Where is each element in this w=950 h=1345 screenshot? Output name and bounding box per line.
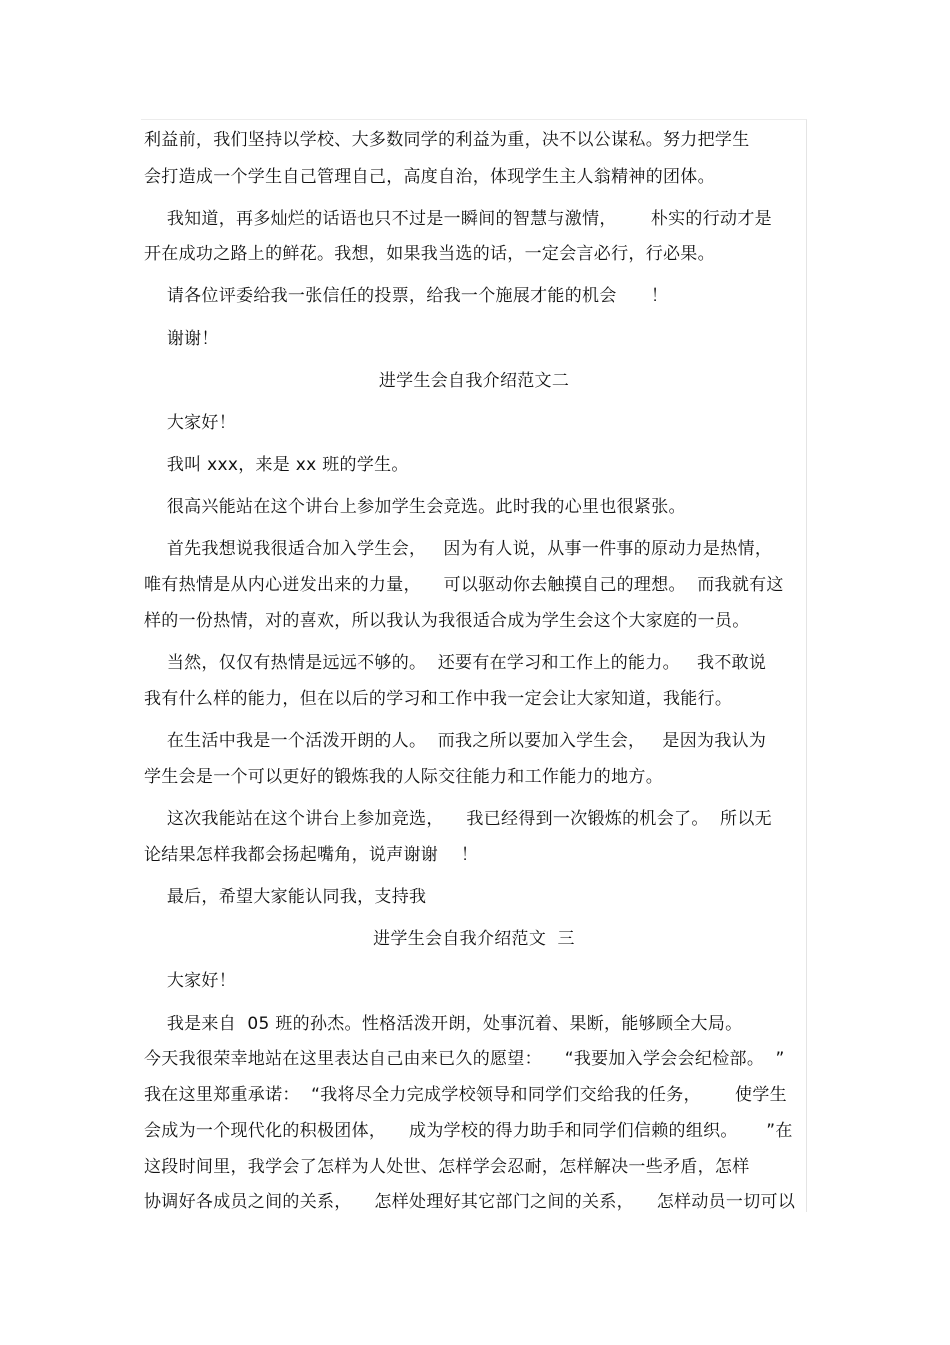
paragraph-line: 利益前，我们坚持以学校、大多数同学的利益为重，决不以公谋私。努力把学生 bbox=[144, 130, 750, 150]
paragraph-line: 唯有热情是从内心迸发出来的力量， 可以驱动你去触摸自己的理想。 而我就有这 bbox=[144, 575, 784, 595]
paragraph-line: 这次我能站在这个讲台上参加竞选， 我已经得到一次锻炼的机会了。 所以无 bbox=[144, 809, 772, 829]
paragraph-line: 我知道，再多灿烂的话语也只不过是一瞬间的智慧与激情， 朴实的行动才是 bbox=[144, 209, 772, 229]
paragraph-line: 谢谢！ bbox=[144, 329, 219, 349]
paragraph-line: 很高兴能站在这个讲台上参加学生会竞选。此时我的心里也很紧张。 bbox=[144, 497, 686, 517]
paragraph-line: 今天我很荣幸地站在这里表达自己由来已久的愿望： “我要加入学会会纪检部。 ” bbox=[144, 1049, 785, 1069]
paragraph-line: 最后，希望大家能认同我，支持我 bbox=[144, 887, 427, 907]
paragraph-line: 会打造成一个学生自己管理自己，高度自治，体现学生主人翁精神的团体。 bbox=[144, 167, 715, 187]
paragraph-line: 样的一份热情，对的喜欢，所以我认为我很适合成为学生会这个大家庭的一员。 bbox=[144, 611, 750, 631]
paragraph-line: 在生活中我是一个活泼开朗的人。 而我之所以要加入学生会， 是因为我认为 bbox=[144, 731, 767, 751]
paragraph-line: 请各位评委给我一张信任的投票，给我一个施展才能的机会 ！ bbox=[144, 286, 669, 306]
paragraph-line: 会成为一个现代化的积极团体， 成为学校的得力助手和同学们信赖的组织。 ”在 bbox=[144, 1121, 793, 1141]
paragraph-line: 开在成功之路上的鲜花。我想，如果我当选的话，一定会言必行，行必果。 bbox=[144, 244, 715, 264]
paragraph-line: 大家好！ bbox=[144, 971, 237, 991]
section-heading: 进学生会自我介绍范文二 bbox=[378, 371, 570, 391]
paragraph-line: 大家好！ bbox=[144, 413, 237, 433]
paragraph-line: 我是来自 05 班的孙杰。性格活泼开朗，处事沉着、果断，能够顾全大局。 bbox=[144, 1014, 743, 1034]
paragraph-line: 论结果怎样我都会扬起嘴角，说声谢谢 ！ bbox=[144, 845, 479, 865]
paragraph-line: 首先我想说我很适合加入学生会， 因为有人说，从事一件事的原动力是热情， bbox=[144, 539, 773, 559]
paragraph-line: 我有什么样的能力，但在以后的学习和工作中我一定会让大家知道，我能行。 bbox=[144, 689, 733, 709]
paragraph-line: 协调好各成员之间的关系， 怎样处理好其它部门之间的关系， 怎样动员一切可以 bbox=[144, 1192, 796, 1212]
paragraph-line: 我叫 xxx，来是 xx 班的学生。 bbox=[144, 455, 409, 475]
paragraph-line: 这段时间里，我学会了怎样为人处世、怎样学会忍耐，怎样解决一些矛盾，怎样 bbox=[144, 1157, 750, 1177]
section-heading: 进学生会自我介绍范文 三 bbox=[373, 929, 575, 949]
paragraph-line: 我在这里郑重承诺： “我将尽全力完成学校领导和同学们交给我的任务， 使学生 bbox=[144, 1085, 787, 1105]
paragraph-line: 当然，仅仅有热情是远远不够的。 还要有在学习和工作上的能力。 我不敢说 bbox=[144, 653, 767, 673]
paragraph-line: 学生会是一个可以更好的锻炼我的人际交往能力和工作能力的地方。 bbox=[144, 767, 663, 787]
